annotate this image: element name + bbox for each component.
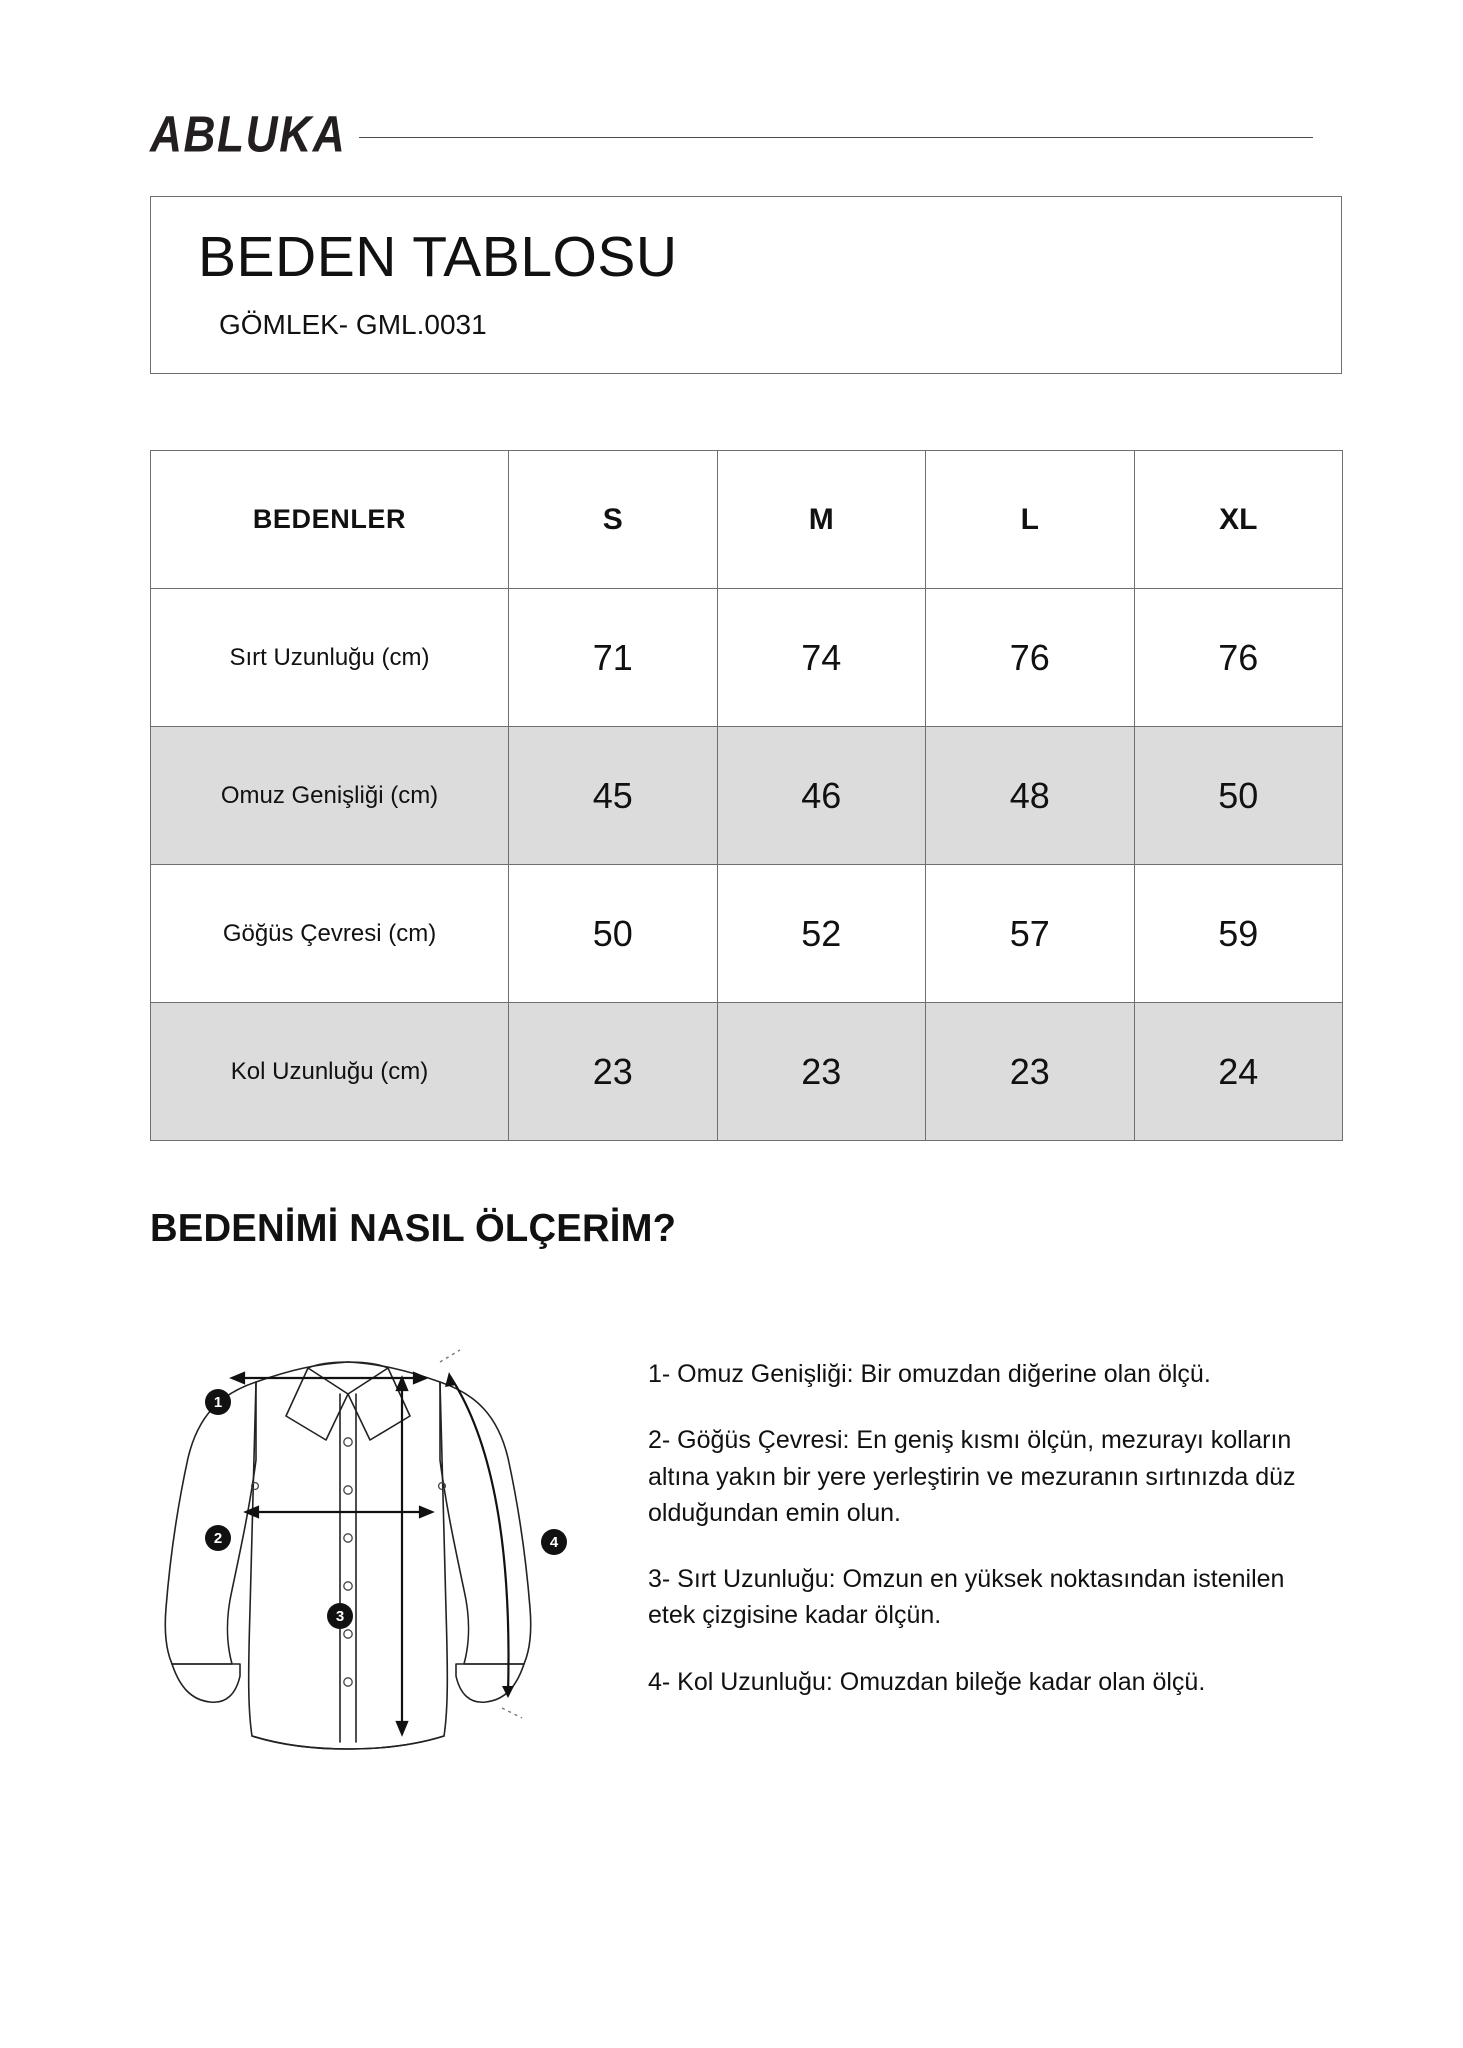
table-row: [151, 589, 1343, 727]
header-cell-s: S: [509, 451, 718, 589]
cell-back-length-l: 76: [926, 589, 1135, 727]
callout-2-label: 2: [213, 1530, 223, 1547]
abluka-logo: ABLUKA: [150, 106, 347, 163]
cell-sleeve-length-s: 23: [509, 1003, 718, 1141]
product-code: GÖMLEK- GML.0031: [219, 309, 487, 340]
table-row: [151, 865, 1343, 1003]
cell-back-length-m: 74: [717, 589, 926, 727]
header-cell-xl: XL: [1134, 451, 1343, 589]
header-divider: [359, 137, 1313, 138]
shirt-diagram: [140, 1290, 590, 1820]
measurement-instructions: [648, 1356, 1338, 1700]
instruction-sleeve-length: 4- Kol Uzunluğu: Omuzdan bileğe kadar olan ölçü.: [648, 1667, 1206, 1696]
cell-chest-circumference-m: 52: [717, 865, 926, 1003]
callout-3-label: 3: [335, 1608, 345, 1625]
title-box: [150, 196, 1342, 374]
callout-4: [541, 1529, 567, 1555]
cell-sleeve-length-xl: 24: [1134, 1003, 1343, 1141]
header-cell-m: M: [717, 451, 926, 589]
callout-1: [205, 1389, 231, 1415]
instruction-chest-circumference: 2- Göğüs Çevresi: En geniş kısmı ölçün, mezurayı kolların altına yakın bir yere yerleştirin ve mezuranın sırtınızda düz olduğundan emin olun.: [648, 1426, 1296, 1527]
cell-chest-circumference-xl: 59: [1134, 865, 1343, 1003]
howto-heading: BEDENİMİ NASIL ÖLÇERİM?: [150, 1207, 677, 1250]
row-label-sleeve-length: Kol Uzunluğu (cm): [151, 1003, 509, 1141]
instruction-shoulder-width: 1- Omuz Genişliği: Bir omuzdan diğerine olan ölçü.: [648, 1360, 1211, 1388]
cell-sleeve-length-m: 23: [717, 1003, 926, 1141]
header-cell-sizes: BEDENLER: [151, 451, 509, 589]
cell-chest-circumference-s: 50: [509, 865, 718, 1003]
cell-shoulder-width-s: 45: [509, 727, 718, 865]
page-title: BEDEN TABLOSU: [198, 225, 678, 289]
row-label-shoulder-width: Omuz Genişliği (cm): [151, 727, 509, 865]
table-row: [151, 1003, 1343, 1141]
callout-2: [205, 1525, 231, 1551]
instruction-back-length: 3- Sırt Uzunluğu: Omzun en yüksek noktasından istenilen etek çizgisine kadar ölçün.: [648, 1565, 1285, 1630]
row-label-back-length: Sırt Uzunluğu (cm): [151, 589, 509, 727]
cell-back-length-s: 71: [509, 589, 718, 727]
table-header-row: [151, 451, 1343, 589]
cell-sleeve-length-l: 23: [926, 1003, 1135, 1141]
cell-shoulder-width-l: 48: [926, 727, 1135, 865]
callout-1-label: 1: [213, 1394, 223, 1411]
table-row: [151, 727, 1343, 865]
cell-shoulder-width-xl: 50: [1134, 727, 1343, 865]
row-label-chest-circumference: Göğüs Çevresi (cm): [151, 865, 509, 1003]
callout-4-label: 4: [549, 1534, 559, 1551]
brand-header: [150, 106, 1313, 163]
size-table: [150, 450, 1343, 1141]
callout-3: [327, 1603, 353, 1629]
shirt-illustration-svg: [140, 1290, 590, 1820]
cell-back-length-xl: 76: [1134, 589, 1343, 727]
cell-shoulder-width-m: 46: [717, 727, 926, 865]
header-cell-l: L: [926, 451, 1135, 589]
cell-chest-circumference-l: 57: [926, 865, 1135, 1003]
